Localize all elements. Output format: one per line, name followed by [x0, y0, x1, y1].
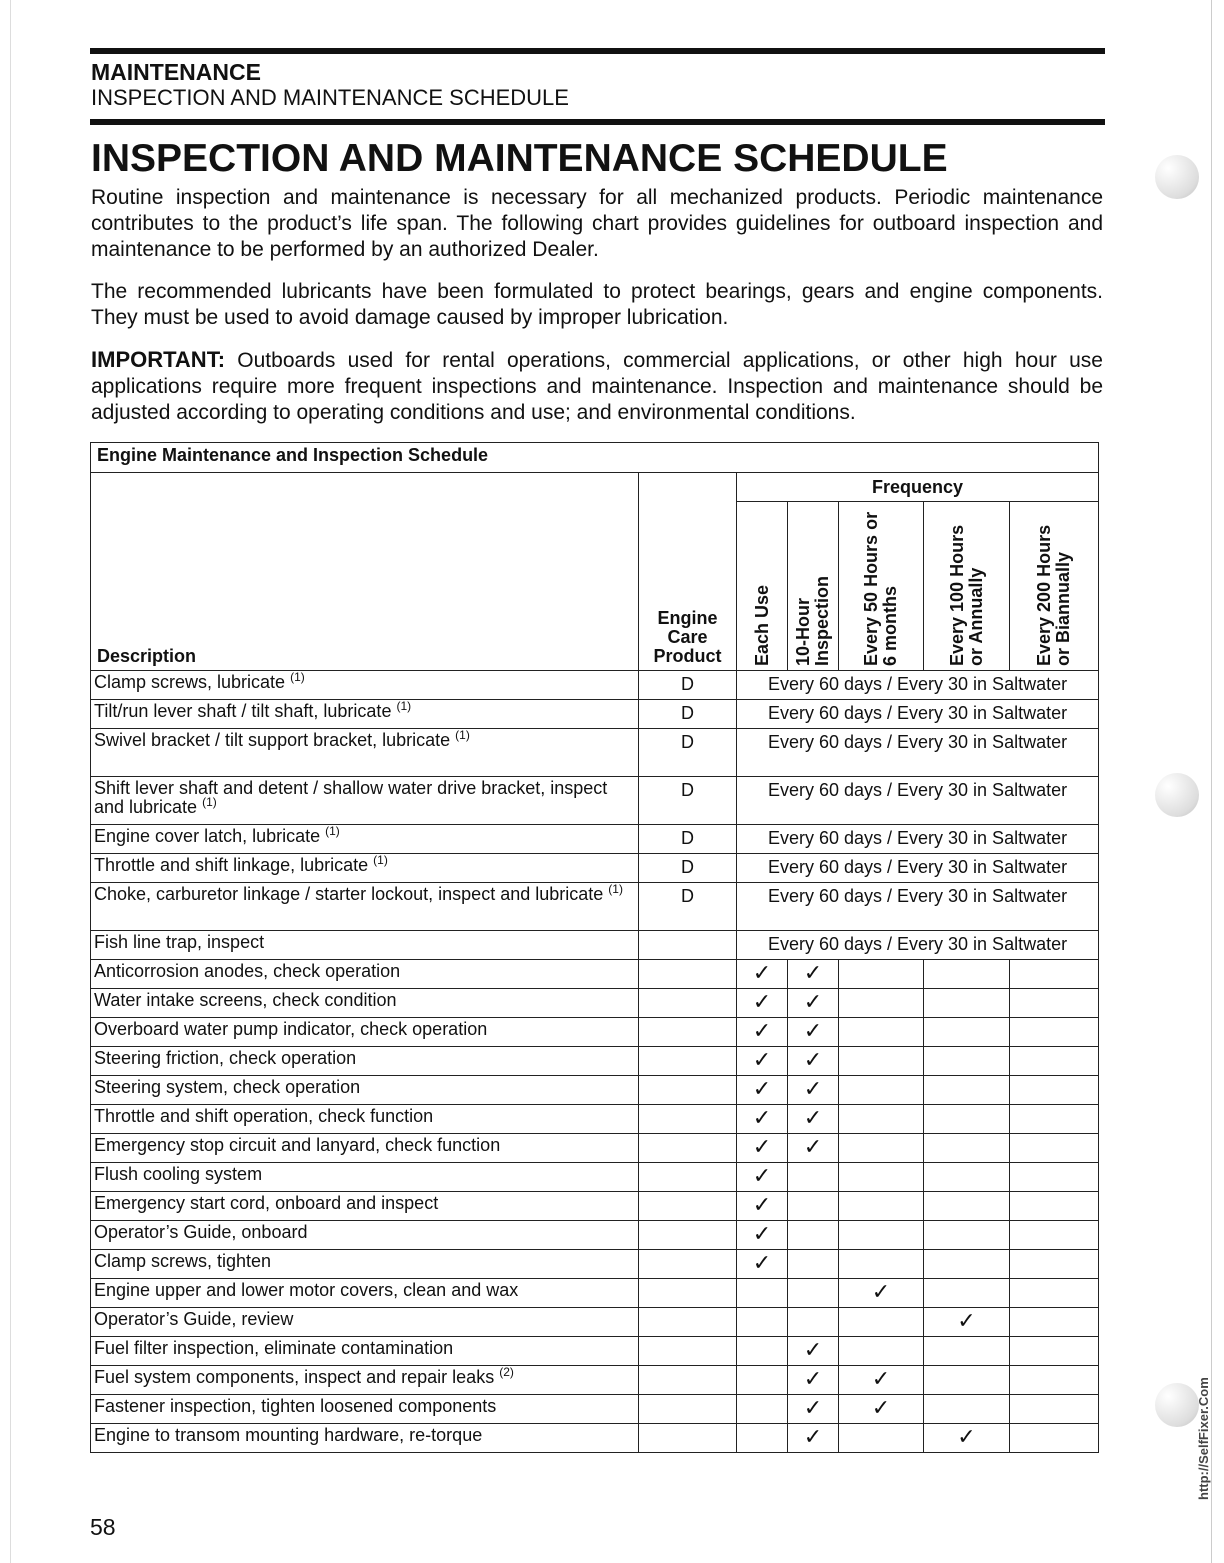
empty-cell: [1010, 1163, 1099, 1192]
frequency-header: Frequency: [737, 473, 1099, 502]
description-text: Emergency start cord, onboard and inspect: [94, 1193, 439, 1213]
table-row: [91, 777, 1099, 825]
empty-cell: [1010, 989, 1099, 1018]
description-text: Tilt/run lever shaft / tilt shaft, lubricate: [94, 701, 392, 721]
row-description: [91, 1134, 639, 1163]
empty-cell: [839, 989, 924, 1018]
table-row: [91, 1105, 1099, 1134]
footnote-ref: (1): [325, 824, 340, 838]
check-icon: ✓: [924, 1424, 1010, 1453]
description-text: Throttle and shift linkage, lubricate: [94, 855, 369, 875]
footnote-ref: (1): [455, 728, 470, 742]
row-description: [91, 671, 639, 700]
empty-cell: [737, 1366, 788, 1395]
empty-cell: [839, 1424, 924, 1453]
empty-cell: [1010, 1395, 1099, 1424]
empty-cell: [1010, 1018, 1099, 1047]
row-description: [91, 960, 639, 989]
row-description: [91, 1076, 639, 1105]
engine-care-product: [639, 1279, 737, 1308]
empty-cell: [924, 1337, 1010, 1366]
table-row: [91, 825, 1099, 854]
engine-care-product: D: [639, 729, 737, 777]
empty-cell: [924, 1192, 1010, 1221]
empty-cell: [737, 1424, 788, 1453]
empty-cell: [924, 1250, 1010, 1279]
table-row: [91, 700, 1099, 729]
frequency-text: Every 60 days / Every 30 in Saltwater: [737, 825, 1099, 854]
table-row: [91, 931, 1099, 960]
empty-cell: [839, 1337, 924, 1366]
table-row: [91, 671, 1099, 700]
empty-cell: [924, 1105, 1010, 1134]
page-content: [90, 48, 1105, 1453]
empty-cell: [924, 1366, 1010, 1395]
engine-care-product: [639, 1192, 737, 1221]
check-icon: ✓: [788, 1337, 839, 1366]
check-icon: ✓: [788, 960, 839, 989]
engine-care-product: [639, 1134, 737, 1163]
empty-cell: [737, 1279, 788, 1308]
check-icon: ✓: [737, 1221, 788, 1250]
row-description: [91, 700, 639, 729]
footnote-ref: (1): [373, 853, 388, 867]
empty-cell: [788, 1250, 839, 1279]
empty-cell: [788, 1279, 839, 1308]
frequency-column-label: Every 100 Hours or Annually: [946, 524, 986, 666]
description-text: Engine upper and lower motor covers, clean and wax: [94, 1280, 519, 1300]
empty-cell: [839, 1018, 924, 1047]
footnote-ref: (1): [396, 699, 412, 713]
description-header: Description: [91, 473, 639, 671]
description-text: Operator’s Guide, review: [94, 1309, 294, 1329]
check-icon: ✓: [788, 1105, 839, 1134]
empty-cell: [788, 1308, 839, 1337]
table-row: [91, 1018, 1099, 1047]
table-row: [91, 1337, 1099, 1366]
engine-care-product: [639, 989, 737, 1018]
empty-cell: [1010, 1279, 1099, 1308]
frequency-column-label: Every 50 Hours or 6 months: [861, 511, 900, 666]
frequency-text: Every 60 days / Every 30 in Saltwater: [737, 729, 1099, 777]
description-text: Fastener inspection, tighten loosened components: [94, 1396, 497, 1416]
row-description: [91, 1279, 639, 1308]
row-description: [91, 729, 639, 777]
table-row: [91, 1366, 1099, 1395]
empty-cell: [1010, 1134, 1099, 1163]
table-row: [91, 883, 1099, 931]
description-text: Overboard water pump indicator, check operation: [94, 1019, 488, 1039]
engine-care-product: [639, 1395, 737, 1424]
empty-cell: [924, 1047, 1010, 1076]
empty-cell: [737, 1395, 788, 1424]
description-text: Steering system, check operation: [94, 1077, 361, 1097]
description-text: Engine to transom mounting hardware, re-torque: [94, 1425, 483, 1445]
frequency-text: Every 60 days / Every 30 in Saltwater: [737, 854, 1099, 883]
watermark: http://SelfFixer.Com: [1196, 1377, 1211, 1500]
table-row: [91, 1163, 1099, 1192]
subsection-heading: INSPECTION AND MAINTENANCE SCHEDULE: [91, 85, 569, 110]
check-icon: ✓: [788, 1047, 839, 1076]
table-row: [91, 854, 1099, 883]
check-icon: ✓: [839, 1279, 924, 1308]
empty-cell: [1010, 1076, 1099, 1105]
check-icon: ✓: [839, 1366, 924, 1395]
engine-care-product: [639, 1424, 737, 1453]
binder-hole: [1155, 155, 1199, 199]
row-description: [91, 777, 639, 825]
check-icon: ✓: [788, 989, 839, 1018]
page-edge: [10, 0, 11, 1563]
empty-cell: [839, 1134, 924, 1163]
check-icon: ✓: [788, 1395, 839, 1424]
table-row: [91, 1279, 1099, 1308]
check-icon: ✓: [788, 1424, 839, 1453]
table-row: [91, 1192, 1099, 1221]
empty-cell: [924, 1279, 1010, 1308]
table-row: [91, 1047, 1099, 1076]
row-description: [91, 1366, 639, 1395]
empty-cell: [924, 989, 1010, 1018]
engine-care-product: [639, 960, 737, 989]
row-description: [91, 1192, 639, 1221]
page-edge-right: [1211, 0, 1212, 1563]
row-description: [91, 854, 639, 883]
table-row: [91, 1134, 1099, 1163]
empty-cell: [924, 960, 1010, 989]
row-description: [91, 931, 639, 960]
description-text: Swivel bracket / tilt support bracket, lubricate: [94, 730, 451, 750]
empty-cell: [924, 1076, 1010, 1105]
check-icon: ✓: [788, 1366, 839, 1395]
engine-care-product: [639, 1250, 737, 1279]
maintenance-schedule-table: [90, 442, 1099, 1453]
engine-care-product: [639, 931, 737, 960]
engine-care-product: D: [639, 777, 737, 825]
empty-cell: [788, 1192, 839, 1221]
product-header: Engine Care Product: [639, 473, 737, 671]
frequency-text: Every 60 days / Every 30 in Saltwater: [737, 700, 1099, 729]
description-text: Shift lever shaft and detent / shallow water drive bracket, inspect and lubricate: [94, 778, 608, 817]
frequency-text: Every 60 days / Every 30 in Saltwater: [737, 931, 1099, 960]
empty-cell: [1010, 1250, 1099, 1279]
engine-care-product: [639, 1366, 737, 1395]
table-row: [91, 1395, 1099, 1424]
empty-cell: [924, 1018, 1010, 1047]
header-rule-top: [90, 48, 1105, 54]
table-row: [91, 1308, 1099, 1337]
frequency-column-header: [788, 502, 839, 671]
check-icon: ✓: [737, 1076, 788, 1105]
engine-care-product: D: [639, 825, 737, 854]
empty-cell: [924, 1163, 1010, 1192]
empty-cell: [839, 1221, 924, 1250]
row-description: [91, 1018, 639, 1047]
empty-cell: [839, 1105, 924, 1134]
binder-hole: [1155, 1383, 1199, 1427]
empty-cell: [1010, 1221, 1099, 1250]
engine-care-product: [639, 1018, 737, 1047]
important-note: [91, 347, 1103, 426]
check-icon: ✓: [788, 1134, 839, 1163]
row-description: [91, 1424, 639, 1453]
check-icon: ✓: [737, 1250, 788, 1279]
engine-care-product: [639, 1105, 737, 1134]
check-icon: ✓: [737, 1047, 788, 1076]
frequency-column-label: Each Use: [751, 584, 772, 666]
empty-cell: [1010, 1424, 1099, 1453]
empty-cell: [839, 960, 924, 989]
frequency-text: Every 60 days / Every 30 in Saltwater: [737, 883, 1099, 931]
empty-cell: [1010, 960, 1099, 989]
description-text: Clamp screws, tighten: [94, 1251, 272, 1271]
table-row: [91, 1221, 1099, 1250]
empty-cell: [1010, 1366, 1099, 1395]
check-icon: ✓: [924, 1308, 1010, 1337]
empty-cell: [737, 1308, 788, 1337]
empty-cell: [1010, 1047, 1099, 1076]
empty-cell: [839, 1308, 924, 1337]
frequency-column-header: [839, 502, 924, 671]
table-row: [91, 1076, 1099, 1105]
empty-cell: [1010, 1192, 1099, 1221]
important-label: IMPORTANT:: [91, 347, 226, 372]
footnote-ref: (1): [202, 795, 217, 809]
description-text: Clamp screws, lubricate: [94, 672, 286, 692]
description-text: Engine cover latch, lubricate: [94, 826, 321, 846]
engine-care-product: [639, 1076, 737, 1105]
header-rule-bottom: [90, 119, 1105, 125]
check-icon: ✓: [788, 1018, 839, 1047]
description-text: Steering friction, check operation: [94, 1048, 357, 1068]
frequency-text: Every 60 days / Every 30 in Saltwater: [737, 671, 1099, 700]
row-description: [91, 989, 639, 1018]
empty-cell: [839, 1076, 924, 1105]
check-icon: ✓: [737, 1134, 788, 1163]
frequency-column-header: [1010, 502, 1099, 671]
frequency-text: Every 60 days / Every 30 in Saltwater: [737, 777, 1099, 825]
footnote-ref: (2): [499, 1365, 514, 1379]
page-title: INSPECTION AND MAINTENANCE SCHEDULE: [91, 137, 948, 180]
binder-hole: [1155, 773, 1199, 817]
engine-care-product: [639, 1308, 737, 1337]
engine-care-product: [639, 1047, 737, 1076]
empty-cell: [924, 1221, 1010, 1250]
row-description: [91, 1337, 639, 1366]
empty-cell: [1010, 1337, 1099, 1366]
description-text: Flush cooling system: [94, 1164, 263, 1184]
engine-care-product: D: [639, 854, 737, 883]
empty-cell: [924, 1395, 1010, 1424]
important-text: Outboards used for rental operations, commercial applications, or other high hour use applications require more frequent inspections and maintenance. Inspection and maintenance should be adjusted according to operating conditions and use; and environmental conditions.: [91, 349, 1103, 424]
check-icon: ✓: [839, 1395, 924, 1424]
table-row: [91, 729, 1099, 777]
check-icon: ✓: [737, 960, 788, 989]
check-icon: ✓: [737, 1105, 788, 1134]
empty-cell: [788, 1163, 839, 1192]
row-description: [91, 883, 639, 931]
frequency-column-label: 10-Hour Inspection: [793, 575, 832, 666]
empty-cell: [839, 1047, 924, 1076]
empty-cell: [924, 1134, 1010, 1163]
description-text: Operator’s Guide, onboard: [94, 1222, 308, 1242]
frequency-column-header: [924, 502, 1010, 671]
row-description: [91, 825, 639, 854]
empty-cell: [839, 1250, 924, 1279]
description-text: Fuel filter inspection, eliminate contamination: [94, 1338, 454, 1358]
check-icon: ✓: [737, 1018, 788, 1047]
description-text: Fish line trap, inspect: [94, 932, 265, 952]
row-description: [91, 1047, 639, 1076]
check-icon: ✓: [788, 1076, 839, 1105]
table-row: [91, 960, 1099, 989]
row-description: [91, 1105, 639, 1134]
intro-paragraph: Routine inspection and maintenance is necessary for all mechanized products. Periodic maintenance contributes to the product’s life span. The following chart provides guidelines for outboard inspection and maintenance to be performed by an authorized Dealer.: [91, 186, 1103, 261]
engine-care-product: [639, 1163, 737, 1192]
engine-care-product: [639, 1337, 737, 1366]
description-text: Choke, carburetor linkage / starter lockout, inspect and lubricate: [94, 884, 604, 904]
engine-care-product: D: [639, 671, 737, 700]
row-description: [91, 1163, 639, 1192]
engine-care-product: D: [639, 700, 737, 729]
frequency-column-header: [737, 502, 788, 671]
footnote-ref: (1): [608, 882, 623, 896]
empty-cell: [737, 1337, 788, 1366]
engine-care-product: D: [639, 883, 737, 931]
check-icon: ✓: [737, 1192, 788, 1221]
empty-cell: [1010, 1105, 1099, 1134]
description-text: Anticorrosion anodes, check operation: [94, 961, 401, 981]
description-text: Water intake screens, check condition: [94, 990, 397, 1010]
check-icon: ✓: [737, 1163, 788, 1192]
table-row: [91, 989, 1099, 1018]
row-description: [91, 1308, 639, 1337]
lubricant-paragraph: The recommended lubricants have been formulated to protect bearings, gears and engine components. They must be used to avoid damage caused by improper lubrication.: [91, 280, 1103, 329]
table-row: [91, 1424, 1099, 1453]
empty-cell: [788, 1221, 839, 1250]
empty-cell: [839, 1163, 924, 1192]
check-icon: ✓: [737, 989, 788, 1018]
footnote-ref: (1): [290, 670, 305, 684]
description-text: Emergency stop circuit and lanyard, check function: [94, 1135, 501, 1155]
empty-cell: [839, 1192, 924, 1221]
table-title: Engine Maintenance and Inspection Schedule: [91, 443, 1099, 473]
frequency-column-label: Every 200 Hours or Biannually: [1034, 524, 1074, 666]
description-text: Fuel system components, inspect and repair leaks: [94, 1367, 495, 1387]
engine-care-product: [639, 1221, 737, 1250]
table-row: [91, 1250, 1099, 1279]
page-number: 58: [90, 1514, 116, 1540]
row-description: [91, 1395, 639, 1424]
row-description: [91, 1250, 639, 1279]
section-heading: MAINTENANCE: [91, 59, 261, 85]
description-text: Throttle and shift operation, check function: [94, 1106, 434, 1126]
empty-cell: [1010, 1308, 1099, 1337]
row-description: [91, 1221, 639, 1250]
